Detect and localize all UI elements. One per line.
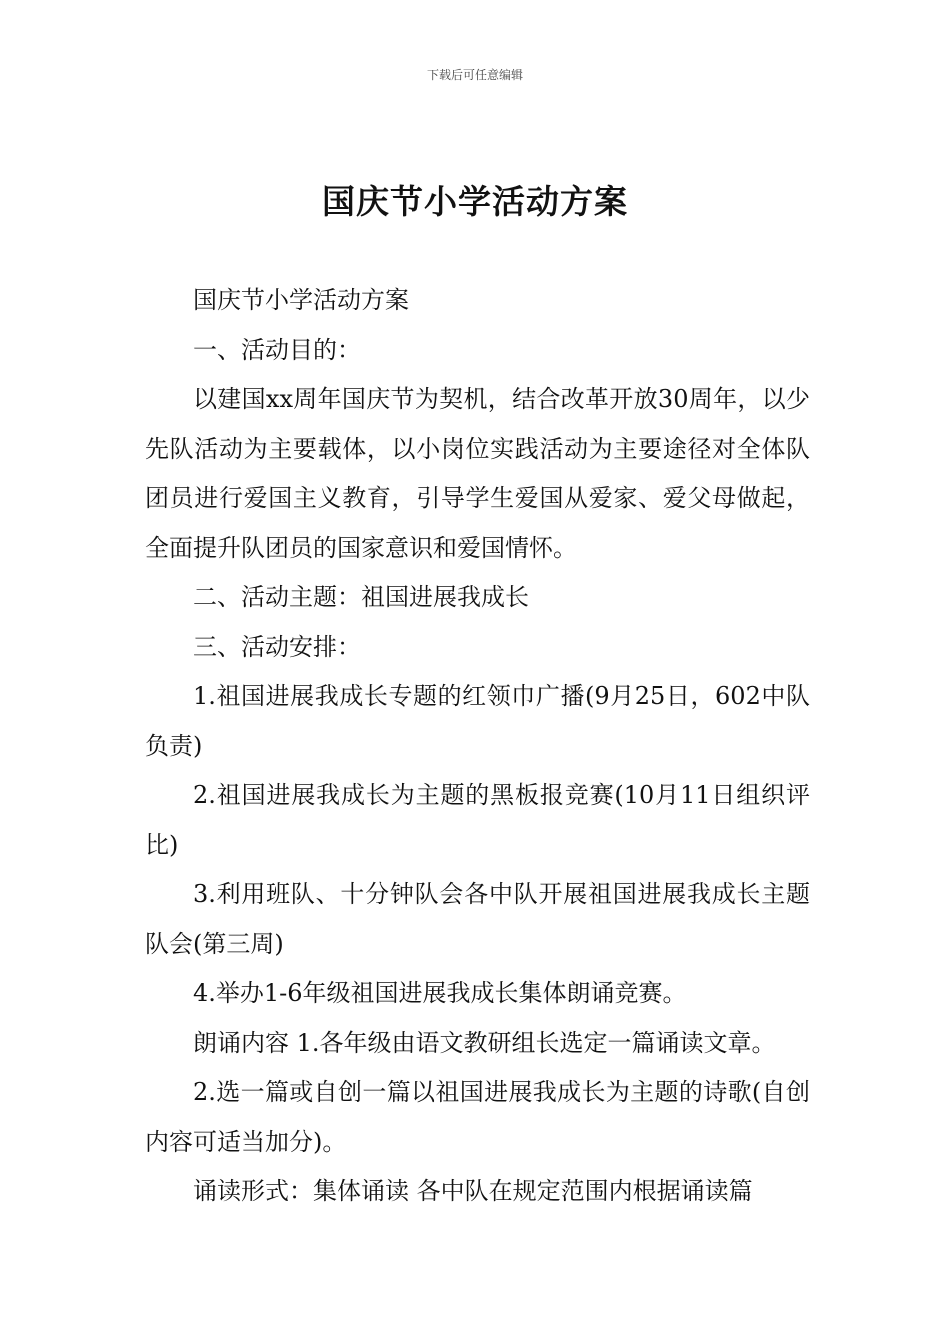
paragraph-item-1: 1.祖国进展我成长专题的红领巾广播(9月25日，602中队负责)	[145, 682, 810, 760]
paragraph-recital-content: 朗诵内容 1.各年级由语文教研组长选定一篇诵读文章。	[193, 1028, 776, 1057]
document-title: 国庆节小学活动方案	[322, 182, 628, 221]
paragraph-section-purpose: 一、活动目的：	[193, 335, 361, 364]
header-note: 下载后可任意编辑	[426, 68, 523, 82]
paragraph-recital-form: 诵读形式：集体诵读 各中队在规定范围内根据诵读篇	[193, 1177, 753, 1205]
paragraph-subtitle: 国庆节小学活动方案	[193, 286, 409, 314]
paragraph-item-4: 4.举办1-6年级祖国进展我成长集体朗诵竞赛。	[193, 979, 687, 1007]
paragraph-section-arrangement: 三、活动安排：	[193, 632, 361, 661]
document-body	[145, 276, 810, 1217]
paragraph-item-2: 2.祖国进展我成长为主题的黑板报竞赛(10月11日组织评比)	[145, 781, 810, 859]
paragraph-purpose-body: 以建国xx周年国庆节为契机，结合改革开放30周年，以少先队活动为主要载体，以小岗位实践活动为主要途径对全体队团员进行爱国主义教育，引导学生爱国从爱家、爱父母做起，全面提升队团员的国家意识和爱国情怀。	[145, 385, 810, 562]
paragraph-recital-option: 2.选一篇或自创一篇以祖国进展我成长为主题的诗歌(自创内容可适当加分)。	[145, 1078, 810, 1156]
paragraph-item-3: 3.利用班队、十分钟队会各中队开展祖国进展我成长主题队会(第三周)	[145, 880, 810, 958]
paragraph-section-theme: 二、活动主题：祖国进展我成长	[193, 583, 529, 611]
